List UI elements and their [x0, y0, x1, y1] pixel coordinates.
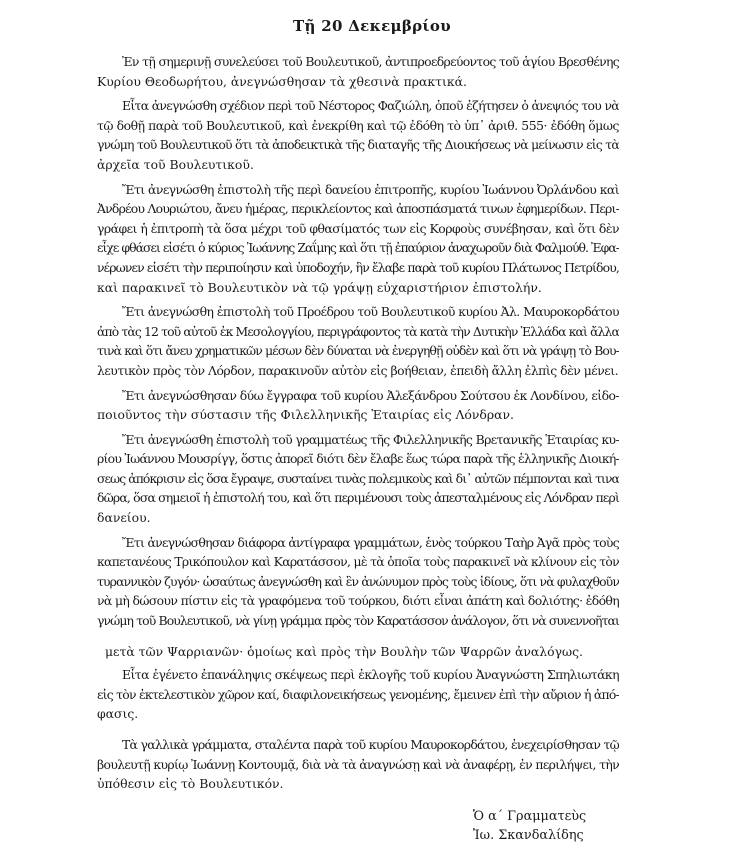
- text-line: δῶρα, ὅσα σημειοῖ ἡ ἐπιστολή του, καὶ ὅτι περιμένουσι τοὺς ἀπεσταλμένους εἰς Λόνδραν περὶ: [97, 490, 619, 506]
- text-line: γράφει ἡ ἐπιτροπὴ τὰ ὅσα μέχρι τοῦ φθασίματός των εἰς Κορφοὺς συνέβησαν, καὶ ὅτι δὲν: [97, 220, 619, 236]
- text-line: βουλευτῇ κυρίῳ Ἰωάννῃ Κοντουμᾷ, διὰ νὰ τὰ ἀναγνώσῃ καὶ νὰ ἀναφέρῃ, ἐν περιλήψει, τὴν: [97, 756, 619, 772]
- text-line: ποιοῦντος τὴν σύστασιν τῆς Φιλελληνικῆς Ἑταιρίας εἰς Λόνδραν.: [97, 407, 514, 423]
- text-line: Ἐν τῇ σημερινῇ συνελεύσει τοῦ Βουλευτικοῦ, ἀντιπροεδρεύοντος τοῦ ἁγίου Βρεσθένης: [122, 54, 619, 69]
- text-line: Ἔτι ἀνεγνώσθη ἐπιστολὴ τοῦ γραμματέως τῆς Φιλελληνικῆς Βρετανικῆς Ἑταιρίας κυ-: [122, 431, 619, 447]
- text-line: σεως ἀπόκρισιν εἰς ὅσα ἔγραψε, συσταίνει τινὰς πολεμικοὺς καὶ δι᾽ αὐτῶν πέμπονται καὶ τινα: [97, 470, 619, 486]
- paragraph-3: [97, 180, 619, 298]
- text-line: Ἔτι ἀνεγνώσθη ἐπιστολὴ τῆς περὶ δανείου ἐπιτροπῆς, κυρίου Ἰωάννου Ὀρλάνδου καὶ: [122, 181, 619, 197]
- paragraph-7-continuation: [105, 642, 619, 662]
- text-line: εἶχε φθάσει εἰσέτι ὁ κύριος Ἰωάννης Ζαΐμης καὶ ὅτι τῇ ἐπαύριον ἀναχωροῦν διὰ Φαλμούθ. Ἐφα-: [97, 240, 619, 256]
- text-line: καπετανέους Τρικόπουλον καὶ Καρατάσσον, μὲ τὰ ὁποῖα τοὺς παρακινεῖ νὰ κλίνουν εἰς τὸν: [97, 554, 619, 570]
- text-line: νὰ μὴ δώσουν πίστιν εἰς τὰ γραφόμενα τοῦ τούρκου, διότι εἶναι ἀπάτη καὶ δολιότης· ἐδόθη: [97, 593, 619, 609]
- text-line: ρίου Ἰωάννου Μουσρίγγ, ὅστις ἀπορεῖ διότι δὲν ἔλαβε ἕως τώρα παρὰ τῆς ἑλληνικῆς Διοική-: [97, 451, 619, 467]
- text-line: δανείου.: [97, 510, 151, 526]
- text-line: Εἶτα ἀνεγνώσθη σχέδιον περὶ τοῦ Νέστορος Φαζιώλη, ὁποῦ ἐζήτησεν ὁ ἀνεψιός του νὰ: [122, 98, 619, 114]
- text-line: καὶ παρακινεῖ τὸ Βουλευτικὸν νὰ τῷ γράψῃ εὐχαριστήριον ἐπιστολήν.: [97, 279, 542, 295]
- document-body: [97, 52, 619, 799]
- text-line: λευτικὸν πρὸς τὸν Λόρδον, παρακινοῦν αὐτὸν εἰς βοήθειαν, ἐπειδὴ ἄλλη ἐλπὶς δὲν μένει.: [97, 362, 619, 378]
- signature-block: [473, 807, 586, 845]
- paragraph-7: [97, 533, 619, 631]
- text-line: εἰς τὸν ἐκτελεστικὸν χῶρον καί, διαφιλονεικήσεως γενομένης, ἔμεινεν ἐπὶ τὴν αὔριον ἡ ἀπό-: [97, 686, 619, 702]
- text-line: Ἔτι ἀνεγνώσθη ἐπιστολὴ τοῦ Προέδρου τοῦ Βουλευτικοῦ κυρίου Ἀλ. Μαυροκορδάτου: [122, 304, 619, 320]
- text-line: τινὰ καὶ ὅτι ἄνευ χρηματικῶν μέσων δὲν δύναται νὰ ἐνεργηθῇ οὐδὲν καὶ ὅτι νὰ γράψῃ τὸ Βου-: [97, 343, 619, 359]
- paragraph-2: [97, 96, 619, 174]
- text-line: γνώμη τοῦ Βουλευτικοῦ ὅτι τὰ ἀποδεικτικὰ τῆς διαταγῆς τῆς Διοικήσεως νὰ μείνωσιν εἰς τὰ: [97, 137, 619, 153]
- text-line: ἀπὸ τὰς 12 τοῦ αὐτοῦ ἐκ Μεσολογγίου, περιγράφοντος τὰ κατὰ τὴν Δυτικὴν Ἑλλάδα καὶ ἄλλα: [97, 323, 619, 339]
- paragraph-4: [97, 302, 619, 380]
- text-line: νέρωνεν εἰσέτι τὴν περιποίησιν καὶ ὑποδοχήν, ἣν ἔλαβε παρὰ τοῦ κυρίου Πλάτωνος Πετρίδου,: [97, 259, 619, 275]
- signature-role: Ὁ α´ Γραμματεὺς: [473, 809, 587, 824]
- paragraph-9: [97, 735, 619, 794]
- text-line: φασις.: [97, 706, 139, 722]
- text-line: Ἀνδρέου Λουριώτου, ἄνευ ἡμέρας, περικλείοντος καὶ ἀποσπάσματά τινων ἐφημερίδων. Περι-: [97, 201, 619, 217]
- paragraph-8: [97, 665, 619, 724]
- text-line: Κυρίου Θεοδωρήτου, ἀνεγνώσθησαν τὰ χθεσινὰ πρακτικά.: [97, 73, 467, 89]
- text-line: ἀρχεῖα τοῦ Βουλευτικοῦ.: [97, 156, 254, 172]
- text-line: τῷ δοθῇ παρὰ τοῦ Βουλευτικοῦ, καὶ ἐνεκρίθη καὶ τῷ ἐδόθη τὸ ὑπ᾽ ἀριθ. 555· ἐδόθη ὅμως: [97, 117, 619, 133]
- document-title: Τῇ 20 Δεκεμβρίου: [293, 17, 451, 35]
- text-line: Ἔτι ἀνεγνώσθησαν διάφορα ἀντίγραφα γραμμάτων, ἑνὸς τούρκου Ταὴρ Ἀγᾶ πρὸς τοὺς: [122, 534, 619, 550]
- signature-name: Ἰω. Σκανδαλίδης: [473, 828, 584, 843]
- text-line: Εἶτα ἐγένετο ἐπανάληψις σκέψεως περὶ ἐκλογῆς τοῦ κυρίου Ἀναγνώστη Σπηλιωτάκη: [122, 667, 619, 683]
- paragraph-1: [97, 52, 619, 91]
- text-line: Τὰ γαλλικὰ γράμματα, σταλέντα παρὰ τοῦ κυρίου Μαυροκορδάτου, ἐνεχειρίσθησαν τῷ: [122, 737, 619, 752]
- text-line: γνώμη τοῦ Βουλευτικοῦ, νὰ γίνῃ γράμμα πρὸς τὸν Καρατάσσον ἀνάλογον, ὅτι νὰ συνεννοῆται: [97, 613, 619, 629]
- text-line: Ἔτι ἀνεγνώσθησαν δύω ἔγγραφα τοῦ κυρίου Ἀλεξάνδρου Σούτσου ἐκ Λονδίνου, εἰδο-: [122, 387, 619, 403]
- paragraph-5: [97, 386, 619, 425]
- text-line: τυραννικὸν ζυγόν· ὡσαύτως ἀνεγνώσθη καὶ ἓν ἀνώνυμον πρὸς τοὺς ἰδίους, ὅτι νὰ φυλαχθοῦν: [97, 573, 619, 589]
- paragraph-6: [97, 430, 619, 528]
- text-line: μετὰ τῶν Ψαρριανῶν· ὁμοίως καὶ πρὸς τὴν Βουλὴν τῶν Ψαρρῶν ἀναλόγως.: [105, 643, 583, 659]
- text-line: ὑπόθεσιν εἰς τὸ Βουλευτικόν.: [97, 776, 284, 792]
